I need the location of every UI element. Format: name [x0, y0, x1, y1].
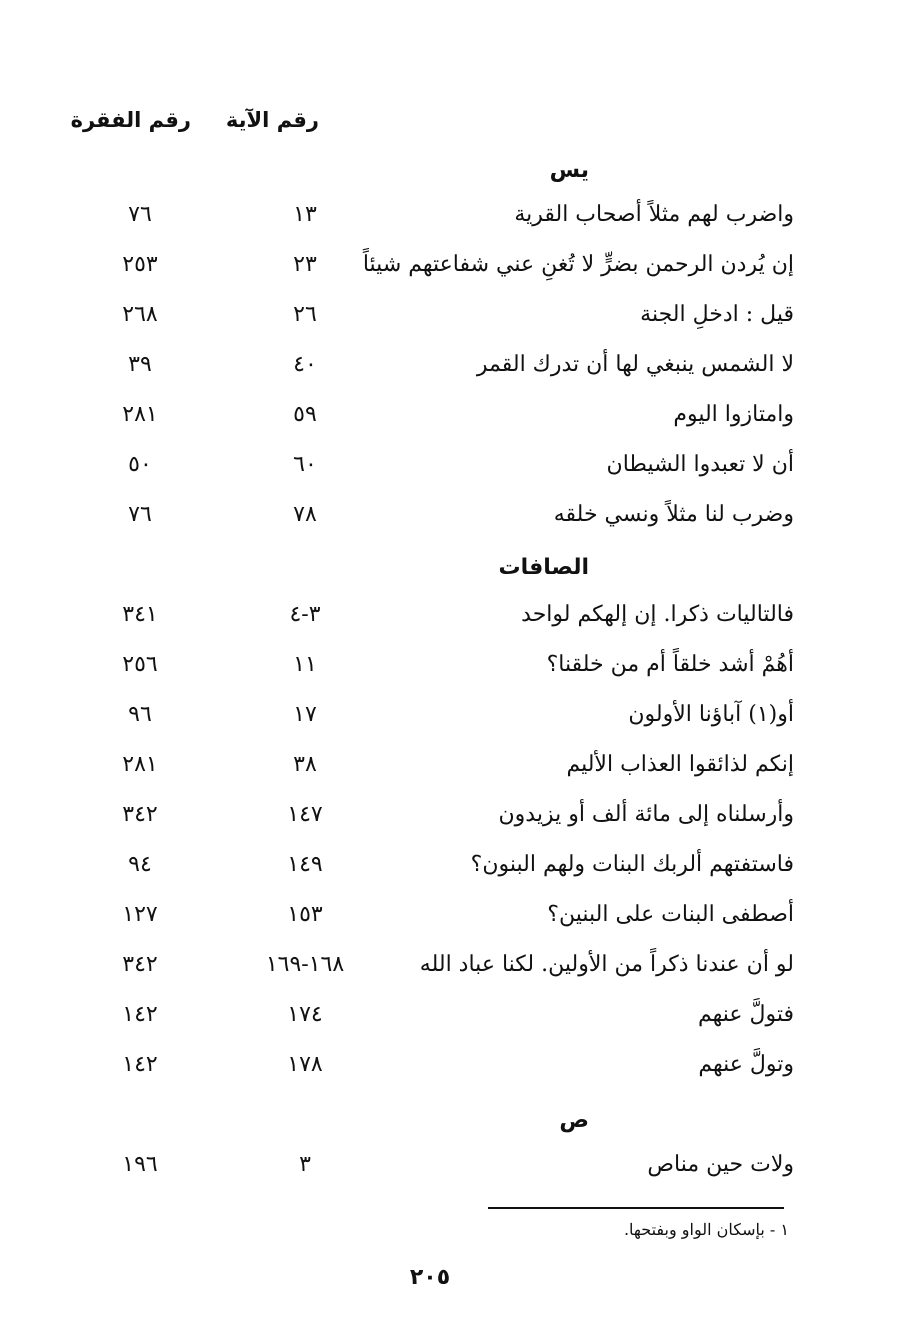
ayah-number: ٢٣	[293, 252, 317, 277]
verse-text: وأرسلناه إلى مائة ألف أو يزيدون	[498, 802, 794, 827]
paragraph-number: ٣٤٢	[122, 802, 158, 827]
paragraph-number: ٧٦	[128, 202, 152, 227]
verse-text: ولات حين مناص	[647, 1152, 794, 1177]
paragraph-number: ٣٩	[128, 352, 152, 377]
paragraph-number: ٧٦	[128, 502, 152, 527]
verse-text: وتولَّ عنهم	[698, 1052, 794, 1077]
paragraph-number: ١٤٢	[122, 1002, 158, 1027]
table-row	[90, 1002, 794, 1038]
paragraph-number: ٣٤٢	[122, 952, 158, 977]
ayah-number: ٣٨	[293, 752, 317, 777]
table-row	[90, 652, 794, 688]
verse-text: إنكم لذائقوا العذاب الأليم	[566, 752, 794, 777]
paragraph-number: ٣٤١	[122, 602, 158, 627]
table-row	[90, 802, 794, 838]
paragraph-number: ٢٨١	[122, 402, 158, 427]
paragraph-number: ١٢٧	[122, 902, 158, 927]
surah-title: يس	[549, 158, 589, 183]
paragraph-number: ٢٨١	[122, 752, 158, 777]
ayah-column-header: رقم الآية	[225, 108, 319, 132]
paragraph-number: ٢٦٨	[122, 302, 158, 327]
ayah-number: ١٥٣	[287, 902, 323, 927]
verse-text: لو أن عندنا ذكراً من الأولين. لكنا عباد الله	[419, 952, 794, 977]
verse-text: أن لا تعبدوا الشيطان	[606, 452, 794, 477]
verse-text: إن يُردن الرحمن بضرٍّ لا تُغنِ عني شفاعتهم شيئاً	[362, 252, 794, 277]
ayah-number: ١٤٩	[287, 852, 323, 877]
paragraph-number: ١٩٦	[122, 1152, 158, 1177]
table-row	[90, 202, 794, 238]
ayah-number: ١٦٨-١٦٩	[265, 952, 345, 977]
footnote-divider	[488, 1207, 784, 1209]
footnote: ١ - بإسكان الواو وبفتحها.	[623, 1220, 789, 1239]
table-row	[90, 1052, 794, 1088]
ayah-number: ١٧٤	[287, 1002, 323, 1027]
paragraph-number: ٢٥٣	[122, 252, 158, 277]
verse-text: وامتازوا اليوم	[673, 402, 794, 427]
verse-text: لا الشمس ينبغي لها أن تدرك القمر	[476, 352, 794, 377]
table-row	[90, 952, 794, 988]
table-row	[90, 902, 794, 938]
ayah-number: ٤٠	[293, 352, 317, 377]
ayah-number: ١٣	[293, 202, 317, 227]
ayah-number: ١١	[293, 652, 317, 677]
surah-title: الصافات	[498, 555, 589, 580]
verse-text: واضرب لهم مثلاً أصحاب القرية	[514, 202, 794, 227]
page-number: ٢٠٥	[409, 1265, 451, 1290]
paragraph-number: ٩٦	[128, 702, 152, 727]
ayah-number: ٧٨	[293, 502, 317, 527]
paragraph-number: ١٤٢	[122, 1052, 158, 1077]
table-row	[90, 252, 794, 288]
table-row	[90, 852, 794, 888]
paragraph-number: ٩٤	[128, 852, 152, 877]
ayah-number: ٢٦	[293, 302, 317, 327]
paragraph-number: ٢٥٦	[122, 652, 158, 677]
paragraph-number: ٥٠	[128, 452, 152, 477]
verse-text: فتولَّ عنهم	[697, 1002, 794, 1027]
verse-text: وضرب لنا مثلاً ونسي خلقه	[553, 502, 794, 527]
ayah-number: ١٧٨	[287, 1052, 323, 1077]
table-row	[90, 702, 794, 738]
ayah-number: ١٧	[293, 702, 317, 727]
ayah-number: ٣	[299, 1152, 311, 1177]
table-row	[90, 352, 794, 388]
paragraph-column-header: رقم الفقرة	[70, 108, 191, 132]
table-row	[90, 752, 794, 788]
verse-text: فاستفتهم ألربك البنات ولهم البنون؟	[470, 852, 794, 877]
verse-text: أصطفى البنات على البنين؟	[547, 902, 794, 927]
ayah-number: ٥٩	[293, 402, 317, 427]
surah-title: ص	[559, 1108, 589, 1133]
table-row	[90, 602, 794, 638]
table-row	[90, 452, 794, 488]
verse-text: فالتاليات ذكرا. إن إلهكم لواحد	[521, 602, 794, 627]
table-row	[90, 1152, 794, 1188]
ayah-number: ٦٠	[293, 452, 317, 477]
verse-text: أو(١) آباؤنا الأولون	[628, 702, 794, 727]
ayah-number: ١٤٧	[287, 802, 323, 827]
ayah-number: ٣-٤	[289, 602, 321, 627]
verse-text: أهُمْ أشد خلقاً أم من خلقنا؟	[546, 652, 794, 677]
verse-text: قيل : ادخلِ الجنة	[640, 302, 794, 327]
table-row	[90, 302, 794, 338]
table-row	[90, 502, 794, 538]
table-row	[90, 402, 794, 438]
